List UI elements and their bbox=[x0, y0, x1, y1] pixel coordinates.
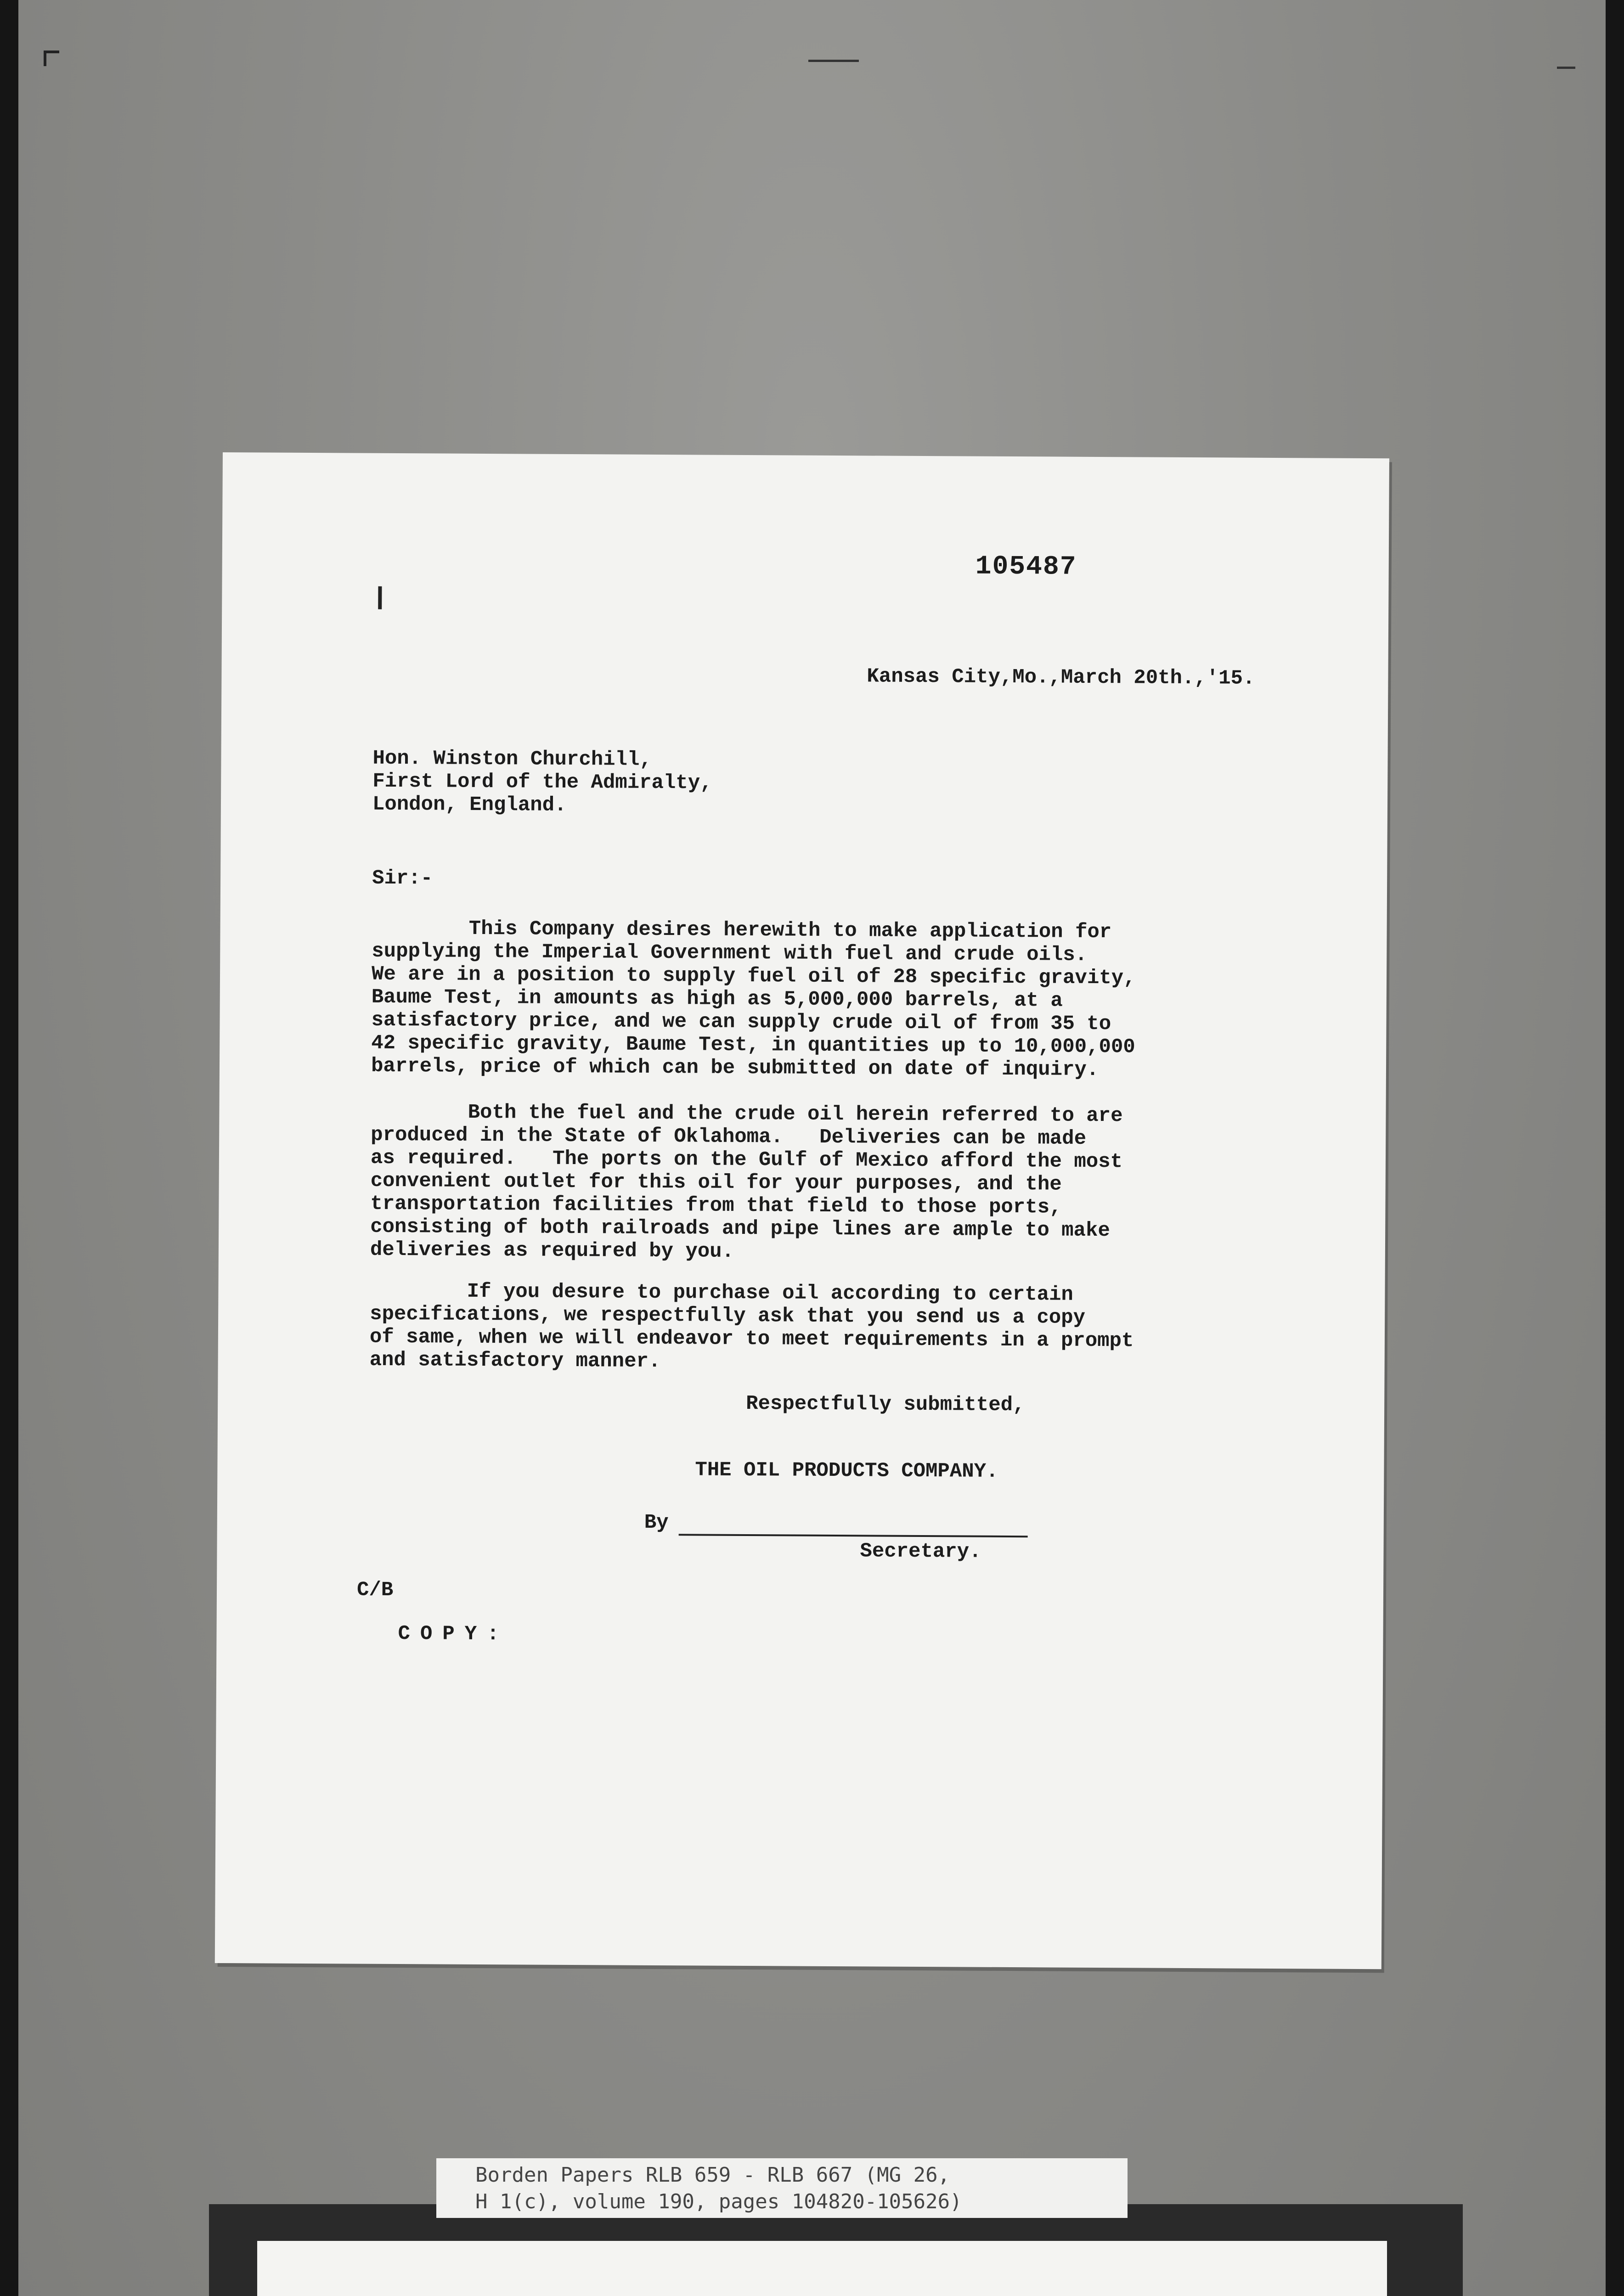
ink-mark bbox=[378, 586, 382, 609]
body-paragraph: If you desure to purchase oil according to certain specifications, we respectfully ask that you send us a copy of same, when we will endeavor to meet requirements in a prompt and satisfactory manner. bbox=[369, 1279, 1134, 1373]
film-mark bbox=[1557, 67, 1575, 69]
typist-initials: C/B bbox=[356, 1578, 394, 1602]
film-frame-left bbox=[0, 0, 18, 2296]
body-paragraph: Both the fuel and the crude oil herein referred to are produced in the State of Oklahoma. Deliveries can be made as required. The ports on the Gulf of Mexico afford the most convenient outlet for this oil for your purposes, and the transportation facilities from that field to those ports, consisting of both railroads and pipe lines are ample to make deliveries as required by you. bbox=[370, 1100, 1123, 1263]
addressee-line: Hon. Winston Churchill, bbox=[372, 747, 652, 771]
addressee-line: London, England. bbox=[372, 793, 567, 817]
catalog-label bbox=[436, 2158, 1128, 2218]
letter-page bbox=[215, 452, 1389, 1969]
letter-dateline: Kansas City,Mo.,March 20th.,'15. bbox=[867, 665, 1255, 690]
film-frame-right bbox=[1606, 0, 1624, 2296]
signature-line bbox=[679, 1534, 1028, 1537]
corner-crop-mark bbox=[44, 51, 59, 66]
signature-by-label: By bbox=[644, 1511, 669, 1535]
addressee-line: First Lord of the Admiralty, bbox=[372, 770, 712, 795]
archives-stamp-card bbox=[257, 2241, 1387, 2296]
body-paragraph: This Company desires herewith to make application for supplying the Imperial Government with fuel and crude oils. We are in a position to supply fuel oil of 28 specific gravity, Baume Test, in amounts as high as 5,000,000 barrels, at a satisfactory price, and we can supply crude oil of from 35 to 42 specific gravity, Baume Test, in quantities up to 10,000,000 barrels, price of which can be submitted on date of inquiry. bbox=[371, 917, 1136, 1082]
closing-phrase: Respectfully submitted, bbox=[746, 1392, 1025, 1417]
signature-title: Secretary. bbox=[860, 1540, 981, 1564]
catalog-line: H 1(c), volume 190, pages 104820-105626) bbox=[475, 2190, 962, 2213]
film-mark bbox=[808, 60, 859, 62]
salutation: Sir:- bbox=[372, 867, 433, 890]
copy-label: COPY: bbox=[398, 1622, 509, 1646]
company-name: THE OIL PRODUCTS COMPANY. bbox=[695, 1458, 998, 1483]
addressee-block bbox=[372, 747, 712, 818]
document-number: 105487 bbox=[975, 551, 1077, 582]
catalog-line: Borden Papers RLB 659 - RLB 667 (MG 26, bbox=[475, 2163, 950, 2187]
